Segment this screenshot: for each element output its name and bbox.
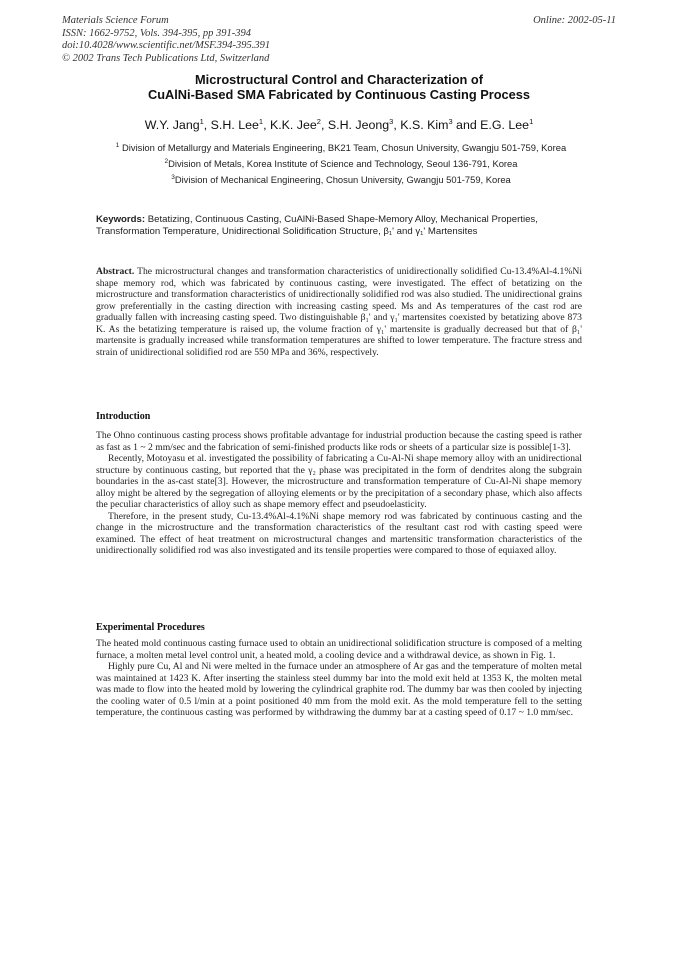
- abstract-text: The microstructural changes and transformation characteristics of unidirectionally solidified Cu-13.4%Al-4.1%Ni shape memory rod, which was fabricated by continuous casting, were investigated. The effect of betatizing on the microstructure and transformation characteristics of unidirectionally solidified rod was also studied. The unidirectional grains grow preferentially in the casting direction with increasing casting speed. Ms and As temperatures of the cast rod are gradually fallen with increasing casting speed. Two distinguishable β₁' and γ₁' martensites coexisted by betatizing above 873 K. As the betatizing temperature is raised up, the volume fraction of γ₁' martensite is gradually decreased but that of β₁' martensite is gradually increased while transformation temperatures are shifted to lower temperature. The fracture stress and strain of unidirectional solidified rod are 550 MPa and 36%, respectively.: [96, 266, 583, 358]
- introduction-paragraph: Recently, Motoyasu et al. investigated the possibility of fabricating a Cu-Al-Ni shape memory alloy with an unidirectional structure by continuous casting, but reported that the γ₂ phase was precipitated in the form of dendrites along the subgrain boundaries in the as-cast state[3]. However, the microstructure and transformation temperature of Cu-Al-Ni shape memory alloy might be altered by the segregation of alloying elements or by the precipitation of a secondary phase, which also affects the peculiar characteristics of alloy such as shape memory effect and pseudoelasticity.: [96, 453, 582, 510]
- introduction-body: [96, 430, 582, 557]
- author-separator: ,: [393, 118, 401, 133]
- affiliations: [96, 140, 586, 188]
- author-separator: ,: [263, 118, 270, 133]
- author-affil-mark: 1: [529, 117, 534, 126]
- journal-doi: doi:10.4028/www.scientific.net/MSF.394-395.391: [62, 40, 271, 51]
- journal-name: Materials Science Forum: [62, 15, 169, 26]
- affiliation-mark: 3: [171, 174, 175, 182]
- author: K.K. Jee: [269, 118, 317, 133]
- journal-issn: ISSN: 1662-9752, Vols. 394-395, pp 391-394: [62, 27, 251, 39]
- abstract: [96, 266, 582, 358]
- paper-title: [80, 72, 598, 102]
- affiliation-text: Division of Metals, Korea Institute of Science and Technology, Seoul 136-791, Korea: [168, 158, 518, 170]
- author-affil-mark: 3: [448, 117, 453, 126]
- author-and: and: [452, 118, 481, 133]
- journal-info: [62, 15, 382, 65]
- affiliation-text: Division of Metallurgy and Materials Engineering, BK21 Team, Chosun University, Gwangju 501-759, Korea: [122, 142, 567, 154]
- affiliation: [96, 140, 586, 154]
- affiliation: [96, 172, 586, 186]
- author-separator: ,: [320, 118, 328, 133]
- experimental-paragraph: The heated mold continuous casting furnace used to obtain an unidirectional solidification structure is composed of a melting furnace, a molten metal level control unit, a heated mold, a cooling device and a withdrawal device, as shown in Fig. 1.: [96, 638, 582, 661]
- author: E.G. Lee: [480, 118, 530, 133]
- title-line-1: Microstructural Control and Characterization of: [195, 72, 483, 87]
- author-list: [80, 117, 598, 132]
- affiliation: [96, 156, 586, 170]
- author-affil-mark: 3: [389, 117, 394, 126]
- journal-copyright: © 2002 Trans Tech Publications Ltd, Switzerland: [62, 52, 270, 64]
- section-heading-experimental: Experimental Procedures: [96, 622, 205, 633]
- abstract-paragraph: [96, 266, 582, 358]
- author-affil-mark: 2: [316, 117, 321, 126]
- keywords-text: Betatizing, Continuous Casting, CuAlNi-Based Shape-Memory Alloy, Mechanical Properties, Transformation Temperature, Unidirectional Solidification Structure, β₁' and γ₁' Martensites: [96, 214, 538, 238]
- keywords: [96, 214, 586, 239]
- online-date: Online: 2002-05-11: [533, 15, 616, 26]
- abstract-label: Abstract.: [96, 266, 135, 277]
- introduction-paragraph: The Ohno continuous casting process shows profitable advantage for industrial production because the casting speed is rather as fast as 1 ~ 2 mm/sec and the fabrication of semi-finished products like rods or sheets of a particular size is possible[1-3].: [96, 430, 582, 453]
- author: S.H. Lee: [210, 118, 259, 133]
- author: W.Y. Jang: [144, 118, 200, 133]
- author-affil-mark: 1: [199, 117, 204, 126]
- keywords-label: Keywords:: [96, 214, 146, 225]
- affiliation-mark: 1: [115, 142, 120, 149]
- author-separator: ,: [203, 118, 211, 133]
- author: K.S. Kim: [400, 118, 449, 133]
- affiliation-text: Division of Mechanical Engineering, Chosun University, Gwangju 501-759, Korea: [174, 174, 511, 186]
- affiliation-mark: 2: [164, 158, 169, 166]
- author-affil-mark: 1: [258, 117, 264, 126]
- introduction-paragraph: Therefore, in the present study, Cu-13.4%Al-4.1%Ni shape memory rod was fabricated by continuous casting and the change in the microstructure and the transformation characteristics of the resultant cast rod with casting speed were examined. The effect of heat treatment on microstructural changes and martensitic transformation characteristics of the unidirectionally solidified rod was also investigated and its tensile properties were compared to those of equiaxed alloy.: [96, 510, 582, 556]
- section-heading-introduction: Introduction: [96, 411, 151, 422]
- title-line-2: CuAlNi-Based SMA Fabricated by Continuous Casting Process: [147, 87, 531, 102]
- experimental-paragraph: Highly pure Cu, Al and Ni were melted in the furnace under an atmosphere of Ar gas and the temperature of molten metal was maintained at 1423 K. After inserting the stainless steel dummy bar into the mold exit held at 1353 K, the molten metal was made to flow into the heated mold by lowering the cylindrical graphite rod. The dummy bar was then cooled by injecting the cooling water of 0.5 l/min at a point positioned 40 mm from the mold exit. As the mold temperature fell to the setting temperature, the continuous casting was performed by withdrawing the dummy bar at a casting speed of 0.17 ~ 1.0 mm/sec.: [96, 661, 582, 718]
- experimental-body: [96, 638, 582, 719]
- author: S.H. Jeong: [327, 118, 390, 133]
